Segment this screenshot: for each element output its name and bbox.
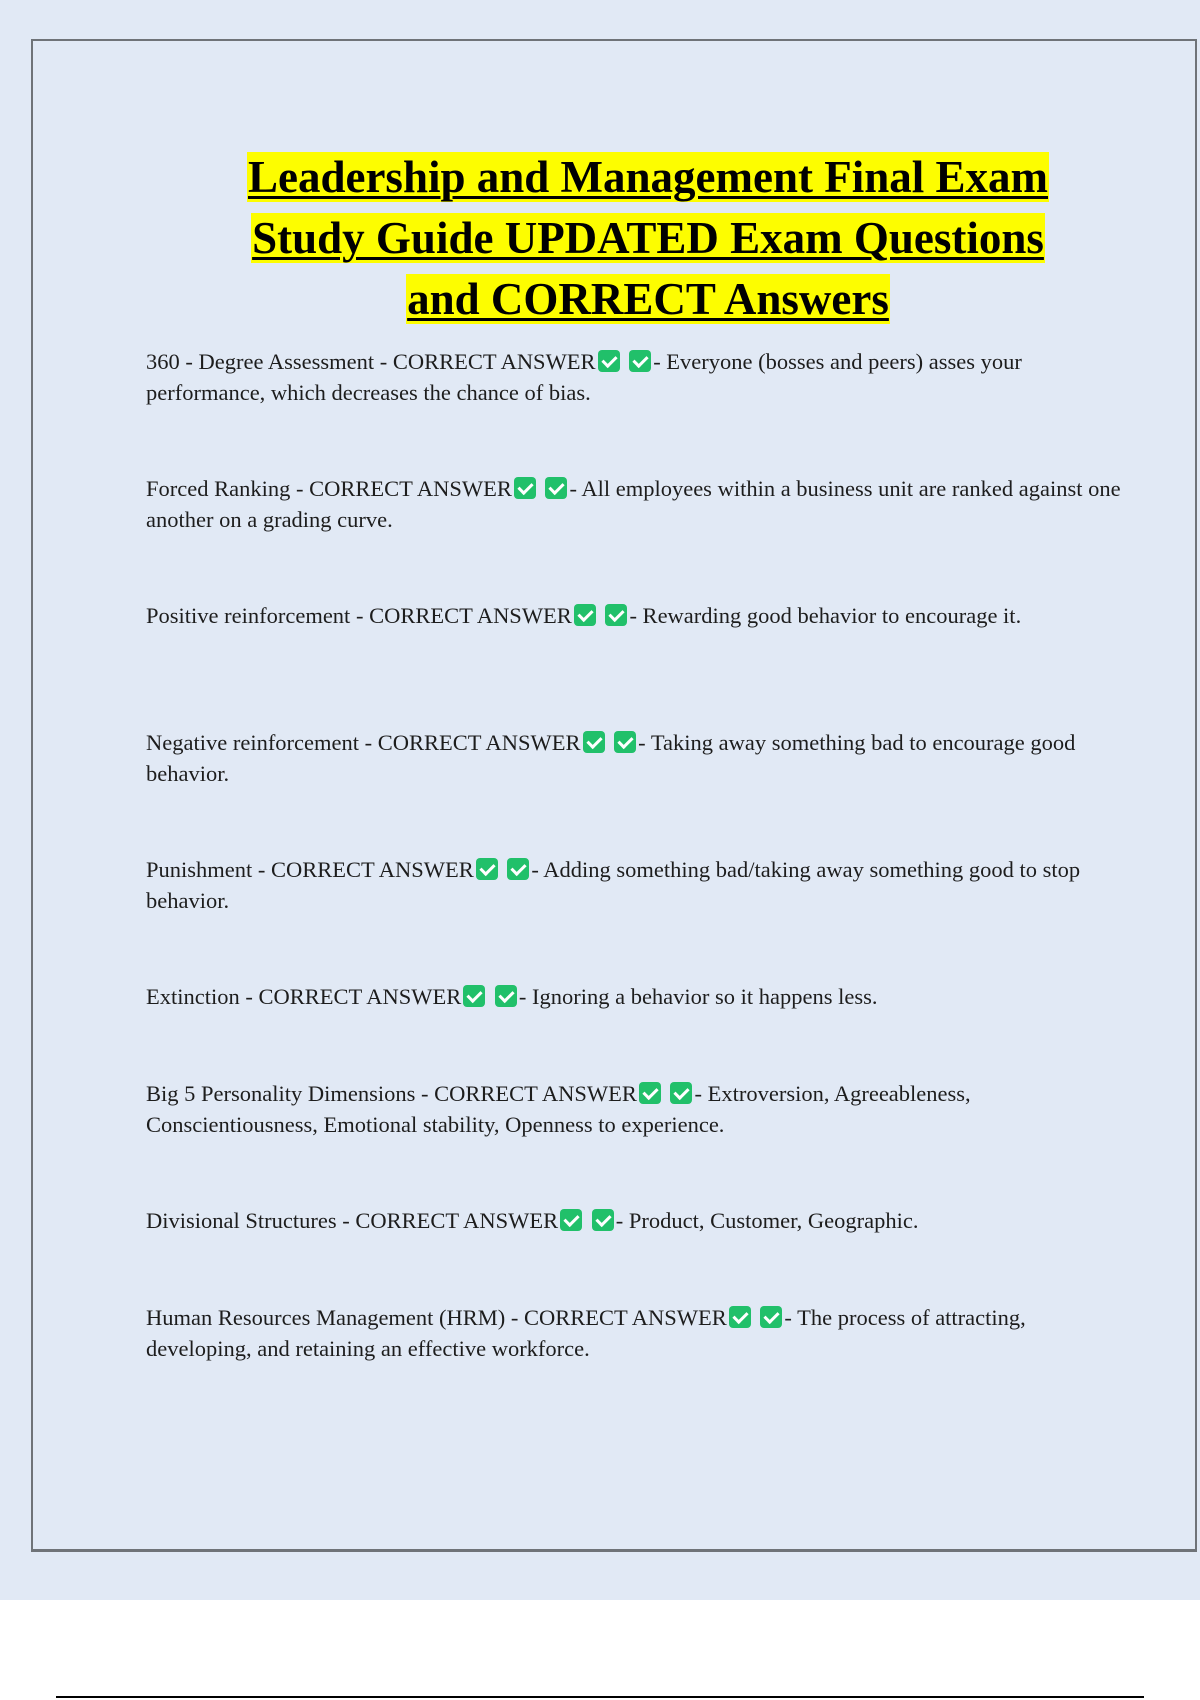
check-icon	[583, 731, 605, 753]
qa-item	[146, 727, 1126, 789]
check-icon	[760, 1306, 782, 1328]
qa-item	[146, 473, 1126, 535]
qa-item	[146, 346, 1126, 408]
qa-term: Positive reinforcement	[146, 603, 351, 628]
check-icon	[495, 985, 517, 1007]
qa-item	[146, 854, 1126, 916]
footer-divider	[56, 1696, 1144, 1698]
check-icon	[592, 1209, 614, 1231]
answer-label: - CORRECT ANSWER	[342, 1208, 559, 1233]
qa-item	[146, 1078, 1126, 1140]
title-line-1: Leadership and Management Final Exam	[247, 152, 1049, 202]
check-icon	[670, 1082, 692, 1104]
document-title	[133, 147, 1163, 330]
check-icon	[629, 350, 651, 372]
qa-definition: - The process of attracting, developing, and retaining an effective workforce.	[146, 1305, 1026, 1361]
qa-definition: - Rewarding good behavior to encourage it.	[629, 603, 1022, 628]
check-icon	[574, 604, 596, 626]
qa-definition: - Taking away something bad to encourage good behavior.	[146, 730, 1076, 786]
check-icon	[729, 1306, 751, 1328]
answer-label: - CORRECT ANSWER	[510, 1305, 727, 1330]
answer-label: - CORRECT ANSWER	[257, 857, 474, 882]
qa-term: Negative reinforcement	[146, 730, 360, 755]
qa-definition: - Extroversion, Agreeableness, Conscientiousness, Emotional stability, Openness to experience.	[146, 1081, 971, 1137]
check-icon	[639, 1082, 661, 1104]
qa-term: Human Resources Management (HRM)	[146, 1305, 506, 1330]
qa-definition: - Ignoring a behavior so it happens less.	[518, 984, 878, 1009]
qa-term: Forced Ranking	[146, 476, 291, 501]
check-icon	[463, 985, 485, 1007]
check-icon	[598, 350, 620, 372]
title-line-3: and CORRECT Answers	[407, 274, 889, 324]
check-icon	[545, 477, 567, 499]
check-icon	[514, 477, 536, 499]
document-page	[31, 39, 1197, 1552]
check-icon	[507, 858, 529, 880]
title-line-2: Study Guide UPDATED Exam Questions	[252, 213, 1044, 263]
qa-term: 360 - Degree Assessment	[146, 349, 375, 374]
answer-label: - CORRECT ANSWER	[295, 476, 512, 501]
qa-item	[146, 1205, 1126, 1236]
check-icon	[560, 1209, 582, 1231]
answer-label: - CORRECT ANSWER	[364, 730, 581, 755]
answer-label: - CORRECT ANSWER	[245, 984, 462, 1009]
qa-definition: - Everyone (bosses and peers) asses your performance, which decreases the chance of bias.	[146, 349, 1022, 405]
qa-term: Punishment	[146, 857, 253, 882]
qa-definition: - Product, Customer, Geographic.	[615, 1208, 919, 1233]
qa-item	[146, 981, 1126, 1012]
check-icon	[605, 604, 627, 626]
check-icon	[614, 731, 636, 753]
qa-item	[146, 600, 1126, 631]
qa-term: Big 5 Personality Dimensions	[146, 1081, 416, 1106]
answer-label: - CORRECT ANSWER	[421, 1081, 637, 1106]
answer-label: - CORRECT ANSWER	[379, 349, 596, 374]
qa-definition: - All employees within a business unit are ranked against one another on a grading curve.	[146, 476, 1121, 532]
qa-item	[146, 1302, 1126, 1364]
check-icon	[476, 858, 498, 880]
qa-definition: - Adding something bad/taking away something good to stop behavior.	[146, 857, 1081, 913]
qa-term: Divisional Structures	[146, 1208, 337, 1233]
qa-term: Extinction	[146, 984, 240, 1009]
answer-label: - CORRECT ANSWER	[355, 603, 572, 628]
